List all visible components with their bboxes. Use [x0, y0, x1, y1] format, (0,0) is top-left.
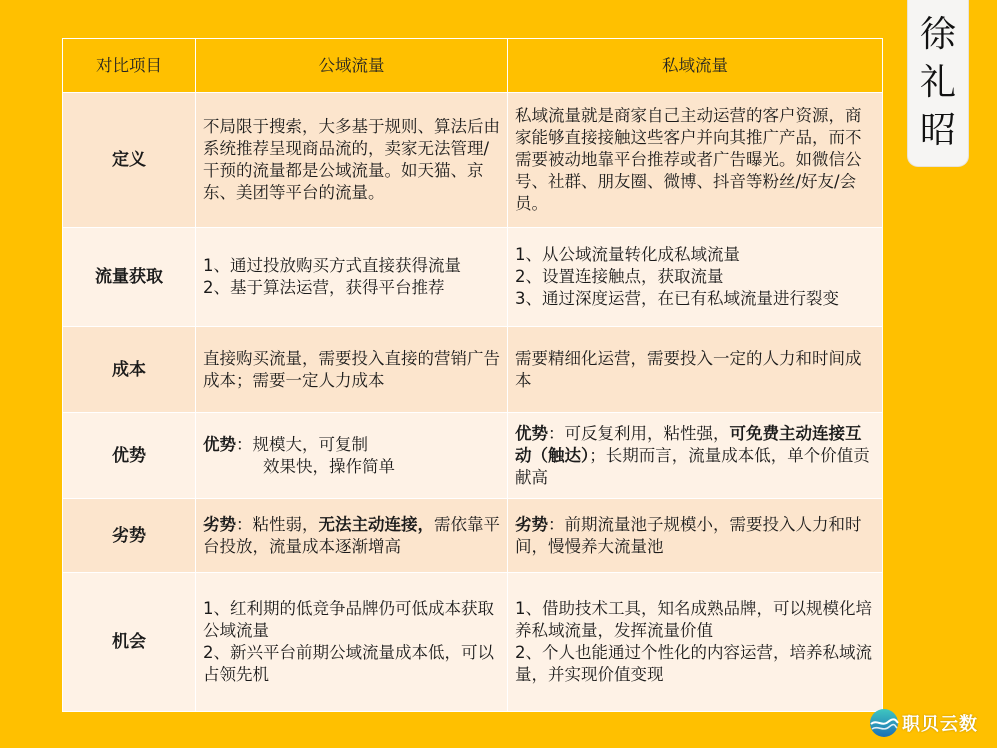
- cell-definition-public: 不局限于搜索，大多基于规则、算法后由系统推荐呈现商品流的，卖家无法管理/干预的流量都是公域流量。如天猫、京东、美团等平台的流量。: [196, 93, 508, 228]
- list-item: 1、通过投放购买方式直接获得流量: [203, 256, 461, 275]
- brand-name: 职贝云数: [902, 714, 978, 735]
- advantage-public-bold: 优势: [203, 434, 236, 454]
- disadvantage-public-bold: 劣势: [203, 514, 236, 534]
- globe-wave-icon: [868, 707, 900, 739]
- row-advantage: [63, 413, 883, 499]
- advantage-public-text: ：规模大，可复制: [236, 434, 368, 454]
- comparison-table: [62, 38, 883, 712]
- row-label-cost: 成本: [63, 327, 196, 413]
- row-disadvantage: [63, 499, 883, 573]
- author-name-seal: [908, 0, 968, 166]
- header-private-traffic: 私域流量: [508, 39, 883, 93]
- advantage-public-line1: [203, 434, 500, 456]
- list-item: 1、红利期的低竞争品牌仍可低成本获取公域流量: [203, 599, 494, 640]
- cell-opportunity-public: [196, 573, 508, 712]
- advantage-public-line2: 效果快，操作简单: [263, 456, 395, 476]
- list-item: 2、新兴平台前期公域流量成本低，可以占领先机: [203, 643, 494, 684]
- header-public-traffic: 公域流量: [196, 39, 508, 93]
- row-opportunity: [63, 573, 883, 712]
- list-item: 2、基于算法运营，获得平台推荐: [203, 278, 445, 297]
- advantage-private-text-rest: ；长期而言，流量成本低，单个价值贡献高: [515, 445, 870, 487]
- seal-char: 昭: [919, 110, 956, 151]
- cell-opportunity-private: [508, 573, 883, 712]
- row-definition: [63, 93, 883, 228]
- list-item: 2、设置连接触点，获取流量: [515, 267, 724, 286]
- disadvantage-private-bold: 劣势: [515, 514, 548, 534]
- list-item: 2、个人也能通过个性化的内容运营，培养私域流量，并实现价值变现: [515, 643, 872, 684]
- disadvantage-public-text: ：粘性弱，: [236, 514, 319, 534]
- list-item: 1、借助技术工具，知名成熟品牌，可以规模化培养私域流量，发挥流量价值: [515, 599, 872, 640]
- header-compare-item: 对比项目: [63, 39, 196, 93]
- disadvantage-public-highlight: 无法主动连接，: [318, 514, 434, 534]
- seal-char: 礼: [919, 62, 956, 103]
- row-cost: [63, 327, 883, 413]
- cell-advantage-private: [508, 413, 883, 499]
- row-acquisition: [63, 228, 883, 327]
- row-label-definition: 定义: [63, 93, 196, 228]
- cell-advantage-public: [196, 413, 508, 499]
- row-label-advantage: 优势: [63, 413, 196, 499]
- cell-cost-public: 直接购买流量，需要投入直接的营销广告成本；需要一定人力成本: [196, 327, 508, 413]
- cell-disadvantage-private: [508, 499, 883, 573]
- advantage-private-highlight: 可免费主动连接互动（触达）: [515, 423, 862, 465]
- advantage-private-text: ：可反复利用，粘性强，: [548, 423, 730, 443]
- seal-char: 徐: [919, 14, 956, 55]
- disadvantage-public-text-rest: 需依靠平台投放，流量成本逐渐增高: [203, 514, 500, 556]
- cell-acquisition-private: [508, 228, 883, 327]
- advantage-private-bold: 优势: [515, 423, 548, 443]
- row-label-opportunity: 机会: [63, 573, 196, 712]
- list-item: 1、从公域流量转化成私域流量: [515, 245, 740, 264]
- disadvantage-private-text: ：前期流量池子规模小，需要投入人力和时间，慢慢养大流量池: [515, 514, 862, 556]
- cell-disadvantage-public: [196, 499, 508, 573]
- table-header-row: [63, 39, 883, 93]
- cell-definition-private: 私域流量就是商家自己主动运营的客户资源，商家能够直接接触这些客户并向其推广产品，而不需要被动地靠平台推荐或者广告曝光。如微信公号、社群、朋友圈、微博、抖音等粉丝/好友/会员。: [508, 93, 883, 228]
- row-label-acquisition: 流量获取: [63, 228, 196, 327]
- cell-cost-private: 需要精细化运营，需要投入一定的人力和时间成本: [508, 327, 883, 413]
- brand-logo: [868, 706, 978, 740]
- list-item: 3、通过深度运营，在已有私域流量进行裂变: [515, 289, 839, 308]
- cell-acquisition-public: [196, 228, 508, 327]
- row-label-disadvantage: 劣势: [63, 499, 196, 573]
- comparison-table-container: [62, 38, 882, 710]
